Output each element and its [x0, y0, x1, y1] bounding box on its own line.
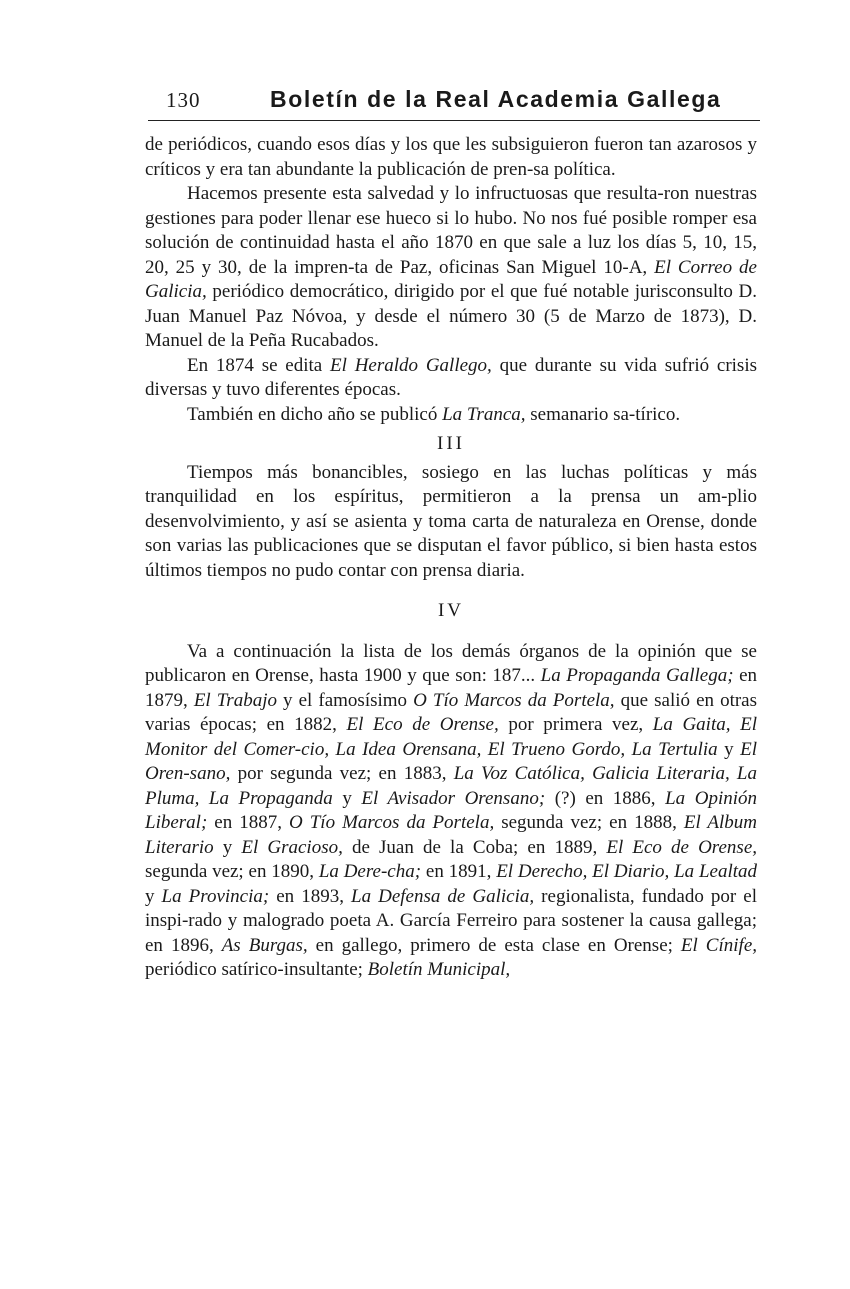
paragraph-6-run: y	[717, 738, 741, 760]
section-heading-iii: III	[437, 433, 465, 454]
paragraph-6-run: en 1879,	[145, 665, 757, 711]
periodical-title: La Provincia;	[161, 885, 270, 907]
paragraph-6-run: segunda vez; en 1888,	[494, 812, 684, 833]
paragraph-1	[145, 133, 757, 182]
periodical-title: La Dere-cha;	[318, 861, 422, 882]
paragraph-6-run: regionalista, fundado por el inspi-rado y malogrado poeta A. García Ferreiro para sostener la causa gallega; en 1896,	[145, 885, 757, 956]
paragraph-2-text-a: Hacemos presente esta salvedad y lo infructuosas que resulta-ron nuestras gestiones para poder llenar ese hueco si lo hubo. No nos fué posible romper esa solución de continuidad hasta el año 1870 en que sale a luz los días 5, 10, 15, 20, 25 y 30, de la impren-ta de Paz, oficinas San Miguel 10-A,	[145, 183, 757, 278]
periodical-title: El Cínife,	[680, 934, 758, 956]
paragraph-3-text-b: que durante su vida sufrió crisis diversas y tuvo diferentes épocas.	[145, 354, 757, 400]
paragraph-6-run: Va a continuación la lista de los demás órganos de la opinión que se publicaron en Orense, hasta 1900 y que son: 187...	[145, 640, 757, 686]
paragraph-6-run: y	[332, 787, 362, 809]
paragraph-4-text-a: También en dicho año se publicó	[187, 403, 443, 425]
paragraph-6-run: que salió en otras varias épocas; en 1882,	[145, 689, 758, 735]
paragraph-6-run: en gallego, primero de esta clase en Orense;	[307, 934, 681, 956]
periodical-title: El Derecho, El Diario, La Lealtad	[496, 861, 758, 882]
periodical-title: As Burgas,	[221, 934, 308, 956]
periodical-title: Boletín Municipal,	[367, 959, 511, 980]
periodical-title: El Eco de Orense,	[606, 836, 757, 858]
paragraph-2	[145, 182, 757, 354]
paragraph-6	[145, 640, 757, 983]
paragraph-3	[145, 354, 757, 403]
journal-title: Boletín de la Real Academia Gallega	[270, 86, 722, 112]
paragraph-6-run: en 1893,	[269, 885, 352, 907]
body-text	[145, 133, 757, 983]
paragraph-4	[145, 403, 757, 428]
paragraph-6-run: en 1887,	[207, 812, 289, 833]
header-rule	[148, 120, 760, 121]
periodical-title: La Gaita, El Monitor del Comer-cio, La Idea Orensana, El Trueno Gordo, La Tertulia	[145, 714, 758, 760]
paragraph-3-text-a: En 1874 se edita	[187, 354, 331, 376]
paragraph-6-run: (?) en 1886,	[545, 787, 666, 809]
running-header	[150, 84, 760, 120]
periodical-title: El Correo de Galicia,	[145, 256, 757, 302]
paragraph-6-run: y	[213, 836, 242, 858]
section-heading-iv: IV	[437, 600, 465, 621]
paragraph-6-run: en 1891,	[421, 861, 497, 882]
periodical-title: El Avisador Orensano;	[361, 787, 546, 809]
paragraph-6-run: periódico satírico-insultante;	[145, 959, 368, 980]
paragraph-6-run: segunda vez; en 1890,	[145, 861, 319, 882]
periodical-title: El Album Literario	[145, 812, 758, 858]
paragraph-6-run: y el famosísimo	[276, 689, 414, 711]
paragraph-5-text: Tiempos más bonancibles, sosiego en las luchas políticas y más tranquilidad en los espíritus, permitieron a la prensa un am-plio desenvolvimiento, y así se asienta y toma carta de naturaleza en Orense, donde son varias las publicaciones que se disputan el favor público, si bien hasta estos últimos tiempos no pudo contar con prensa diaria.	[145, 461, 757, 581]
periodical-title: La Tranca,	[442, 403, 526, 425]
paragraph-4-text-b: semanario sa-tírico.	[525, 403, 681, 425]
periodical-title: O Tío Marcos da Portela,	[413, 689, 615, 711]
paragraph-1-text: de periódicos, cuando esos días y los que les subsiguieron fueron tan azarosos y críticos y era tan abundante la publicación de pren-sa política.	[145, 134, 757, 180]
paragraph-6-run: y	[145, 885, 162, 907]
periodical-title: La Propaganda Gallega;	[540, 665, 734, 686]
page-number: 130	[166, 88, 201, 112]
periodical-title: O Tío Marcos da Portela,	[289, 812, 495, 833]
periodical-title: El Gracioso,	[241, 836, 343, 858]
periodical-title: El Trabajo	[193, 689, 277, 711]
periodical-title: El Oren-sano,	[145, 738, 757, 784]
paragraph-2-text-b: periódico democrático, dirigido por el que fué notable jurisconsulto D. Juan Manuel Paz Nóvoa, y desde el número 30 (5 de Marzo de 1873), D. Manuel de la Peña Rucabados.	[145, 281, 757, 351]
periodical-title: La Voz Católica, Galicia Literaria, La Pluma, La Propaganda	[145, 763, 757, 809]
paragraph-6-run: por segunda vez; en 1883,	[230, 763, 454, 784]
paragraph-6-run: de Juan de la Coba; en 1889,	[342, 836, 607, 858]
periodical-title: El Eco de Orense,	[346, 714, 499, 735]
periodical-title: La Defensa de Galicia,	[351, 885, 535, 907]
periodical-title: La Opinión Liberal;	[145, 787, 757, 833]
paragraph-5	[145, 461, 757, 584]
periodical-title: El Heraldo Gallego,	[330, 354, 492, 376]
paragraph-6-run: por primera vez,	[498, 714, 653, 735]
